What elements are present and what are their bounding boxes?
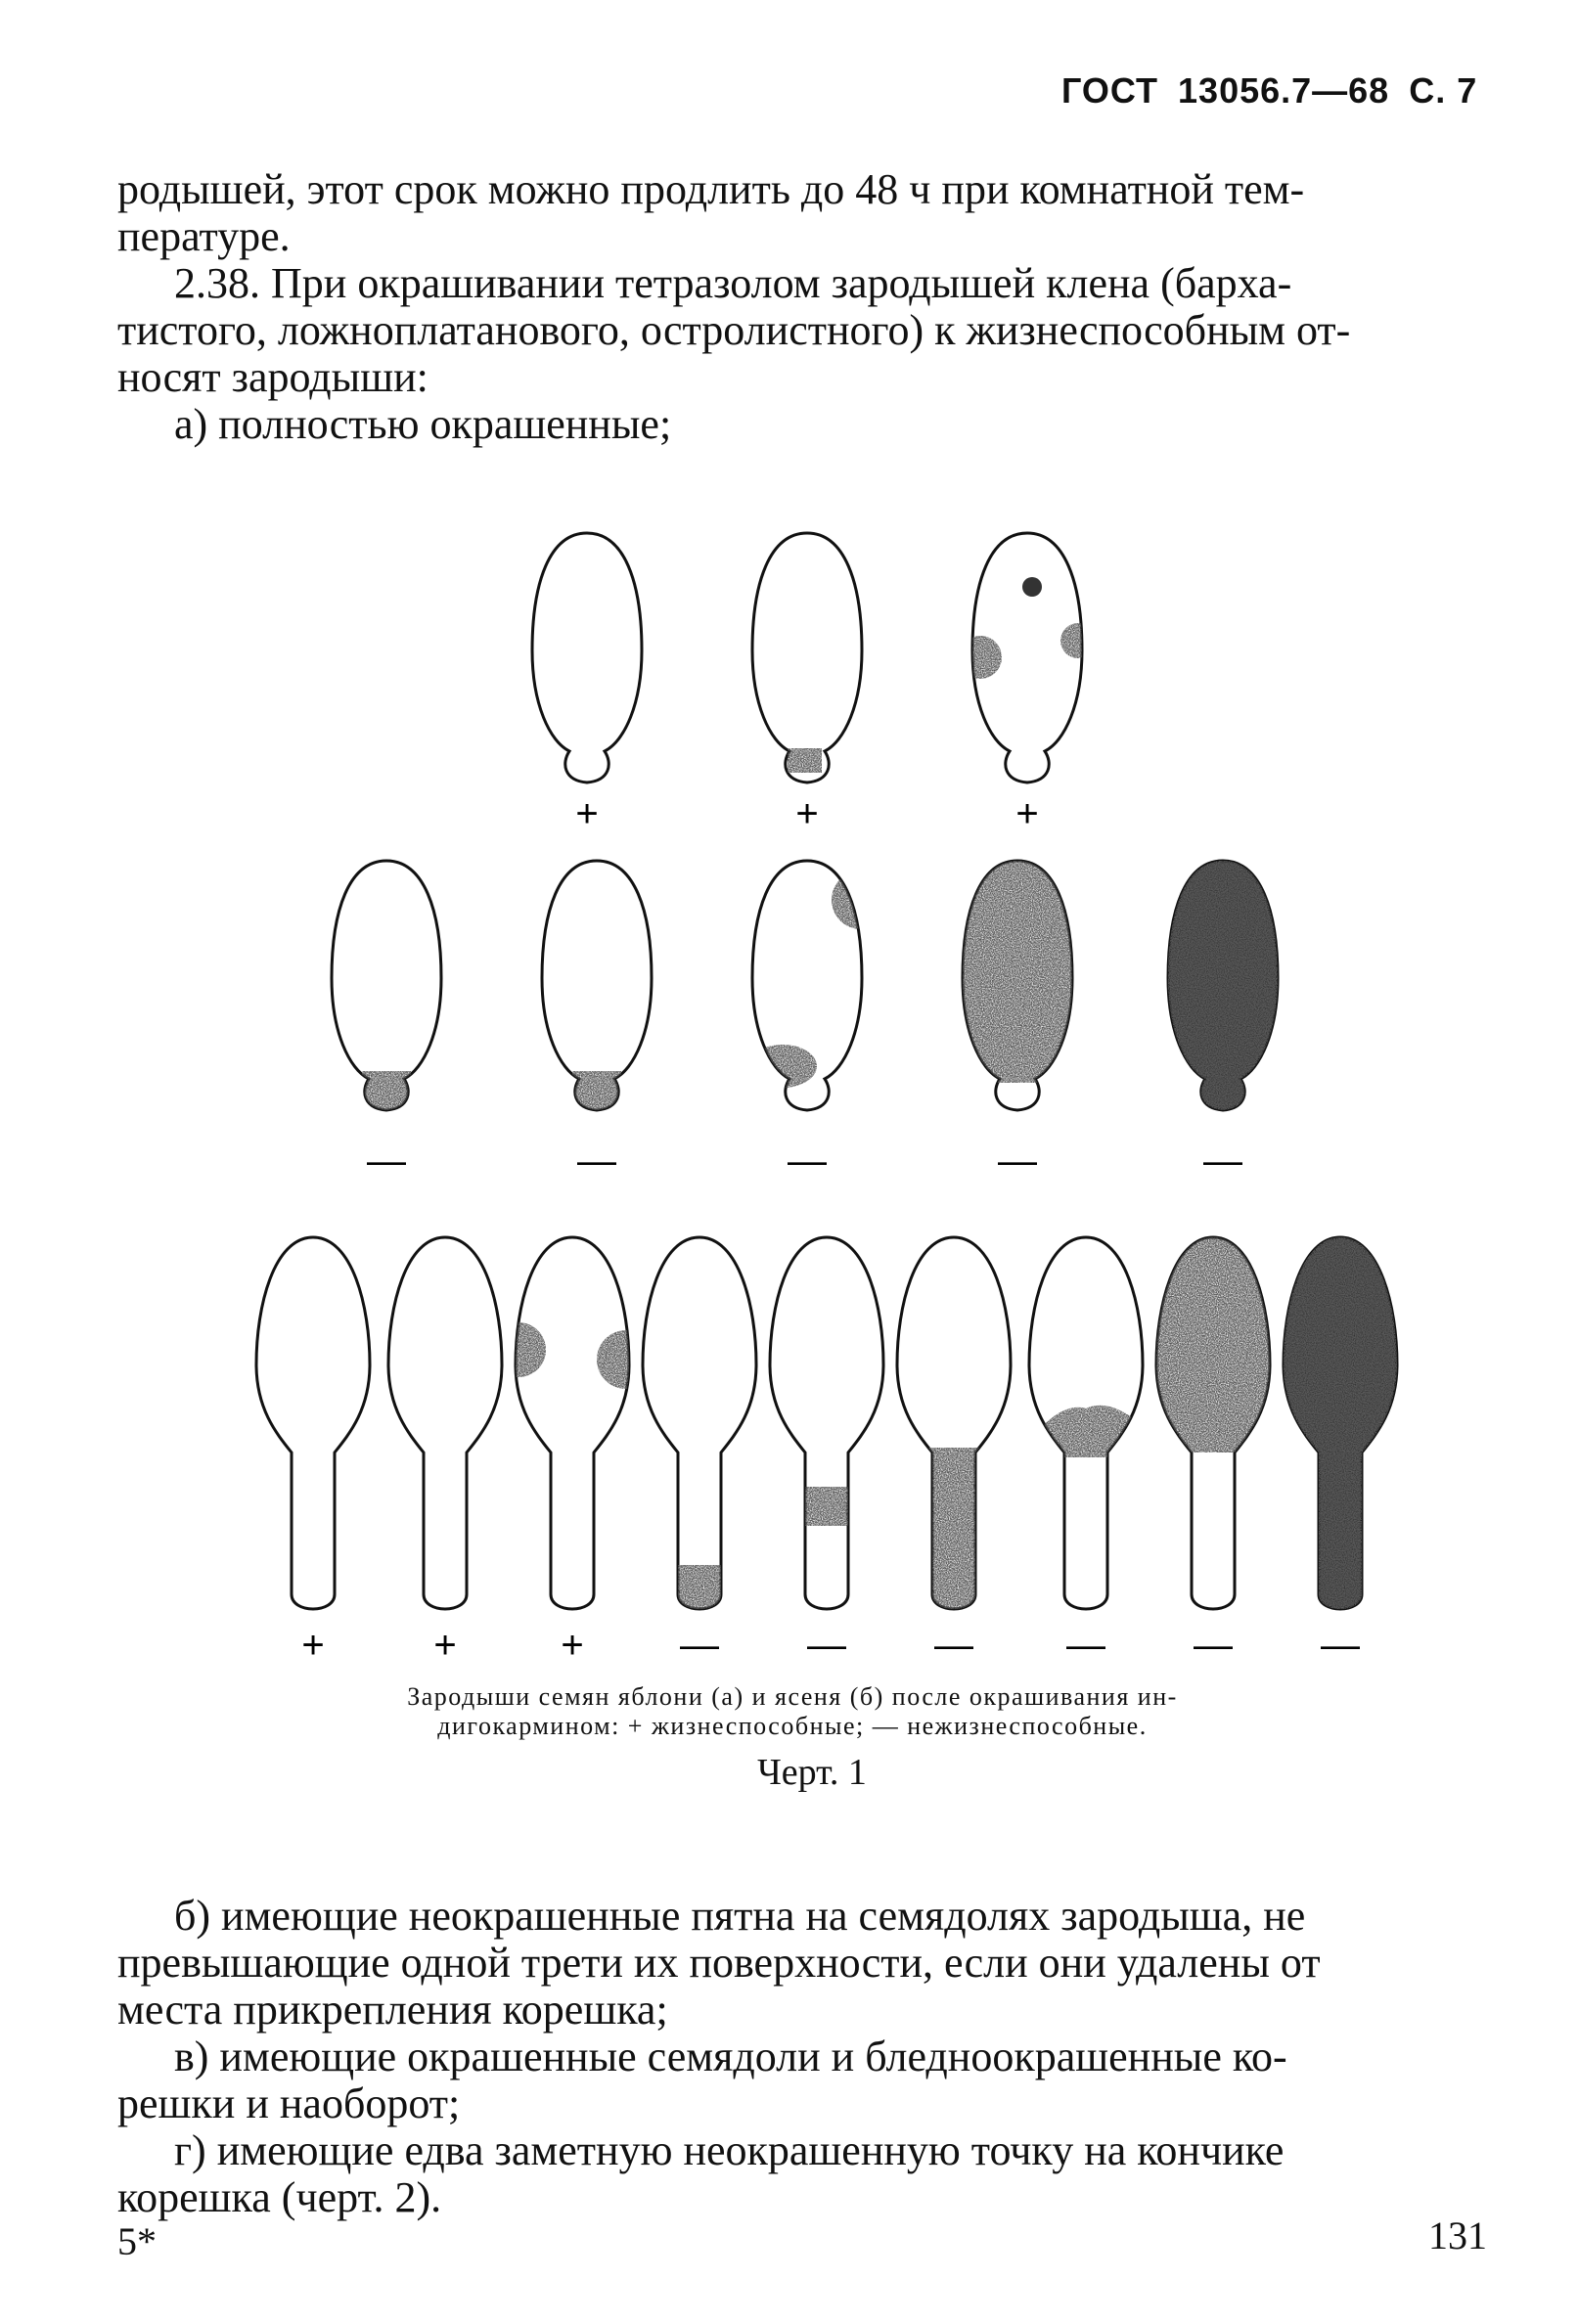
text-line: корешка (черт. 2). xyxy=(117,2173,442,2221)
embryo-2-3 xyxy=(748,861,890,1110)
embryo-3-8 xyxy=(1154,1232,1272,1609)
text-line: носят зародыши: xyxy=(117,353,428,401)
header-page-ref: С. 7 xyxy=(1409,70,1478,111)
sign-3-8: — xyxy=(1194,1624,1233,1663)
sign-3-1: + xyxy=(301,1624,325,1663)
embryo-3-1 xyxy=(256,1237,370,1609)
sign-2-1: — xyxy=(367,1140,406,1183)
embryo-1-2 xyxy=(752,533,862,782)
text-line: пературе. xyxy=(117,212,291,260)
sign-3-4: — xyxy=(680,1624,719,1663)
embryo-2-2 xyxy=(542,861,652,1115)
figure-caption xyxy=(293,1682,1291,1741)
figure-label: Черт. 1 xyxy=(757,1752,867,1793)
embryo-1-1 xyxy=(532,533,642,782)
sign-1-2: + xyxy=(795,792,819,835)
sign-3-7: — xyxy=(1066,1624,1105,1663)
signature-mark: 5* xyxy=(117,2219,157,2263)
sign-3-6: — xyxy=(934,1624,973,1663)
caption-line: дигокармином: + жизнеспособные; — нежизнеспособные. xyxy=(437,1712,1148,1740)
caption-line: Зародыши семян яблони (а) и ясеня (б) после окрашивания ин- xyxy=(407,1682,1178,1711)
text-line: а) полностью окрашенные; xyxy=(174,400,672,448)
sign-3-9: — xyxy=(1321,1624,1360,1663)
page-header xyxy=(1061,70,1477,112)
sign-2-4: — xyxy=(998,1140,1037,1183)
embryo-3-7 xyxy=(1027,1237,1145,1609)
sign-1-3: + xyxy=(1015,792,1039,835)
embryo-figure xyxy=(0,489,1578,1663)
sign-3-2: + xyxy=(433,1624,457,1663)
header-number: 13056.7—68 xyxy=(1178,70,1390,111)
text-line: превышающие одной трети их поверхности, если они удалены от xyxy=(117,1939,1321,1987)
text-line: родышей, этот срок можно продлить до 48 ч при комнатной тем- xyxy=(117,165,1305,213)
sign-3-5: — xyxy=(807,1624,846,1663)
embryo-3-3 xyxy=(491,1237,655,1609)
text-line: 2.38. При окрашивании тетразолом зародышей клена (барха- xyxy=(174,259,1292,307)
embryo-3-5 xyxy=(770,1237,883,1609)
header-standard: ГОСТ xyxy=(1061,70,1159,111)
embryo-3-9 xyxy=(1282,1232,1399,1614)
sign-2-5: — xyxy=(1203,1140,1242,1183)
sign-1-1: + xyxy=(575,792,599,835)
text-line: решки и наоборот; xyxy=(117,2079,461,2127)
sign-2-2: — xyxy=(577,1140,616,1183)
text-line: тистого, ложноплатанового, остролистного) к жизнеспособным от- xyxy=(117,306,1351,354)
sign-3-3: + xyxy=(561,1624,584,1663)
text-line: г) имеющие едва заметную неокрашенную точку на кончике xyxy=(174,2126,1285,2174)
sign-2-3: — xyxy=(788,1140,827,1183)
text-line: в) имеющие окрашенные семядоли и бледноокрашенные ко- xyxy=(174,2033,1287,2080)
text-line: места прикрепления корешка; xyxy=(117,1986,668,2034)
embryo-2-1 xyxy=(332,861,441,1115)
page-number: 131 xyxy=(1428,2213,1487,2257)
text-line: б) имеющие неокрашенные пятна на семядолях зародыша, не xyxy=(174,1892,1306,1940)
embryo-3-6 xyxy=(897,1237,1011,1614)
embryo-3-4 xyxy=(643,1237,756,1614)
embryo-1-3 xyxy=(959,533,1096,782)
embryo-2-5 xyxy=(1164,856,1282,1115)
embryo-3-2 xyxy=(388,1237,502,1609)
embryo-2-4 xyxy=(959,856,1076,1110)
